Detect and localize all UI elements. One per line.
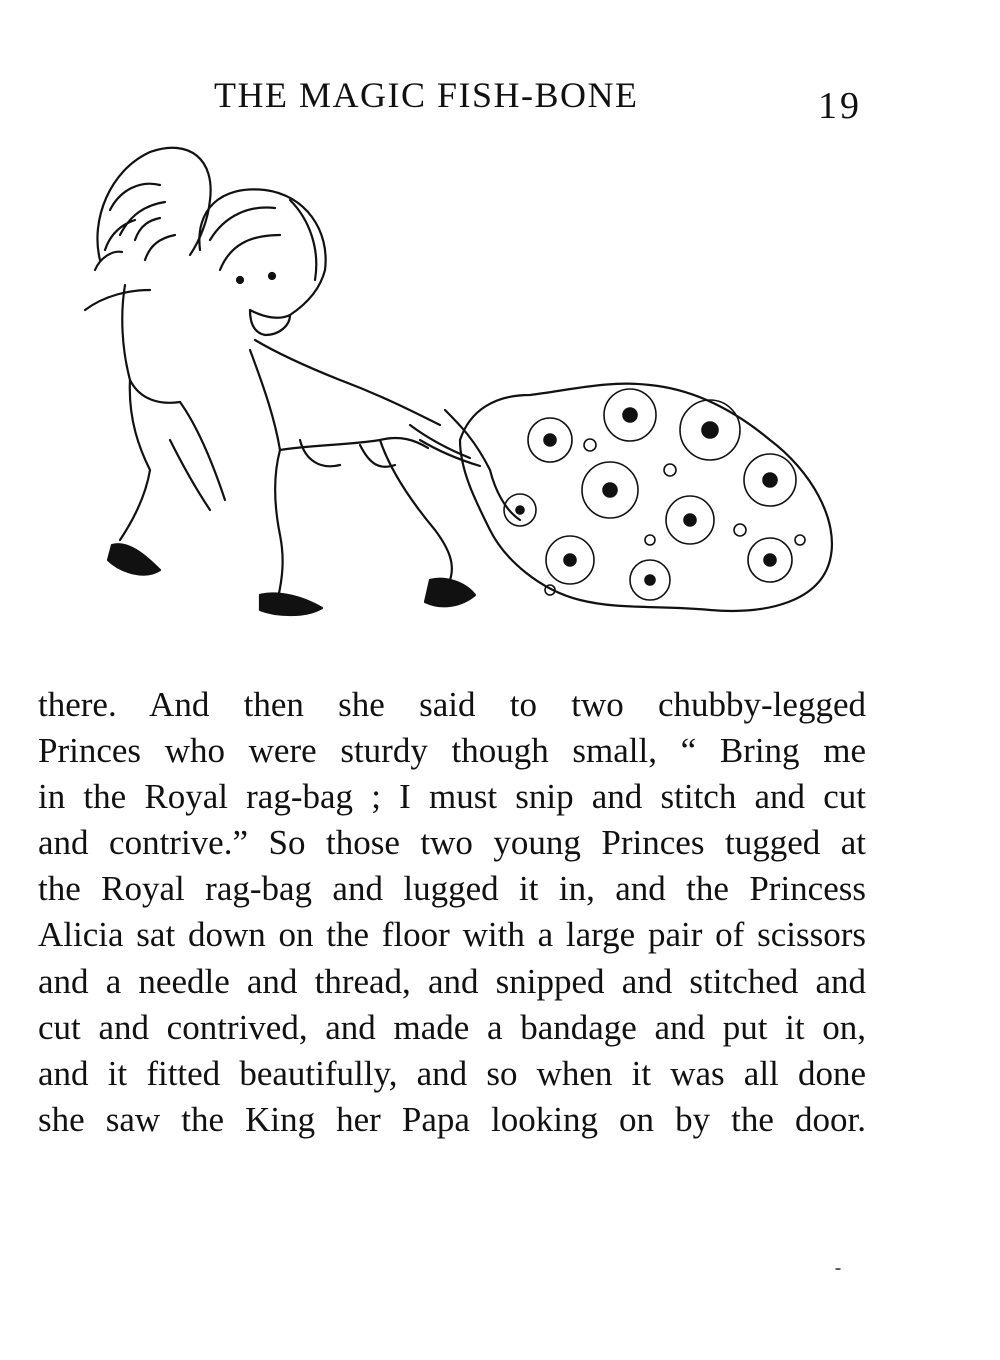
text-line: and contrive.” So those two young Princes tugged at: [38, 823, 866, 863]
text-line: Princes who were sturdy though small, “ Bring me: [38, 731, 866, 771]
ink-speck: [835, 1268, 841, 1270]
text-line: and it fitted beautifully, and so when it was all done: [38, 1053, 866, 1093]
text-line: and a needle and thread, and snipped and stitched and: [38, 961, 866, 1001]
text-line: she saw the King her Papa looking on by the door.: [38, 1099, 866, 1139]
text-line: cut and contrived, and made a bandage and put it on,: [38, 1007, 866, 1047]
front-child-figure: [199, 189, 475, 615]
running-head: THE MAGIC FISH-BONE: [214, 75, 639, 115]
body-paragraph: [38, 682, 866, 1143]
page-number: 19: [818, 85, 862, 127]
text-line: Alicia sat down on the floor with a large pair of scissors: [38, 915, 866, 955]
rag-bag-figure: [460, 384, 832, 611]
text-line: there. And then she said to two chubby-legged: [38, 685, 866, 724]
text-line: the Royal rag-bag and lugged it in, and the Princess: [38, 869, 866, 909]
two-children-pulling-rag-bag-illustration: [50, 140, 850, 640]
text-line: in the Royal rag-bag ; I must snip and stitch and cut: [38, 777, 866, 817]
back-child-figure: [85, 148, 225, 575]
